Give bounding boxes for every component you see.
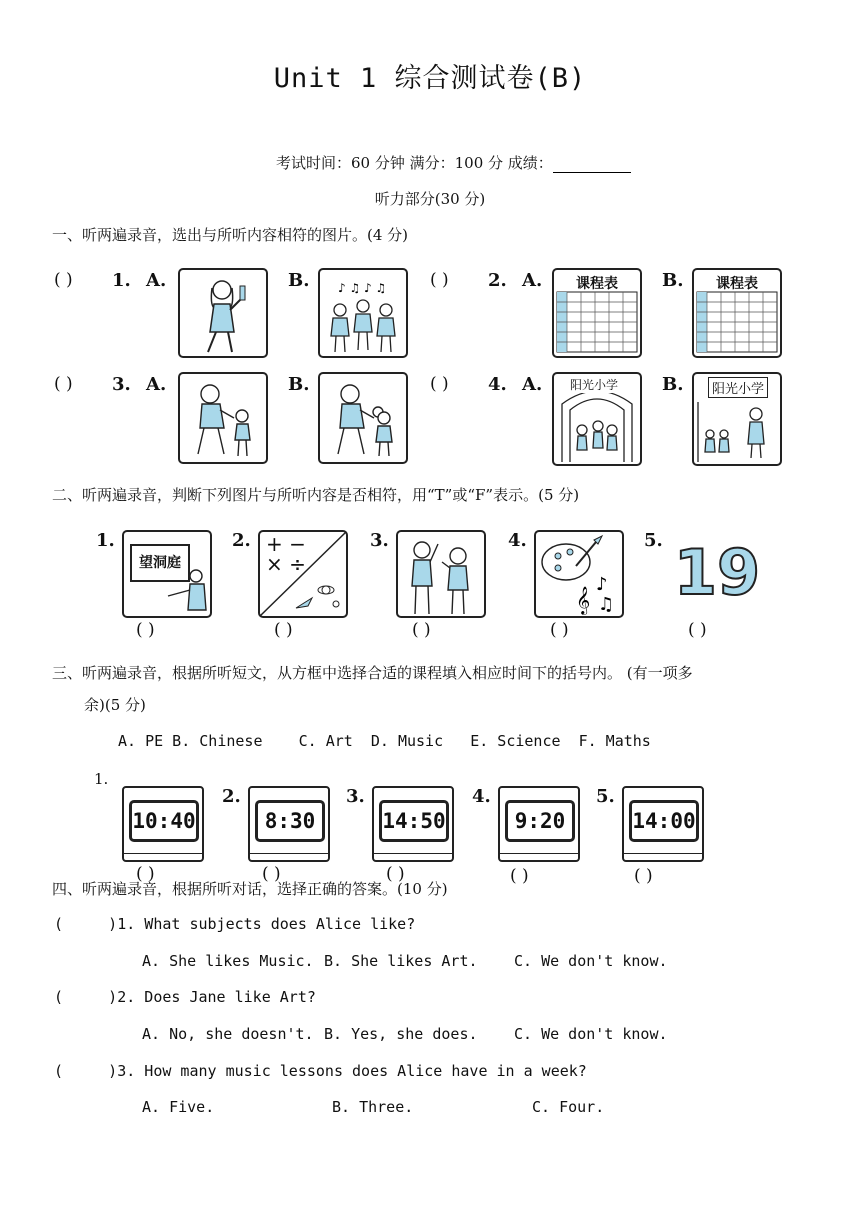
q3-option-b[interactable]: B. Three. [332, 1098, 414, 1116]
question-number: 3. [370, 530, 389, 551]
question-number: 1. [96, 530, 115, 551]
clock-time: 9:20 [505, 800, 575, 842]
answer-paren[interactable]: ( ) [412, 620, 431, 640]
picture-timetable-a[interactable] [552, 268, 642, 358]
picture-singing-children[interactable] [318, 268, 408, 358]
answer-paren[interactable]: ( ) [136, 620, 155, 640]
course-options: A. PE B. Chinese C. Art D. Music E. Science F. Maths [118, 732, 651, 750]
q3-option-a[interactable]: A. Five. [142, 1098, 215, 1116]
answer-paren[interactable]: ( ) [54, 270, 73, 290]
picture-school-gate-b[interactable] [692, 372, 782, 466]
answer-paren[interactable]: ( ) [136, 864, 155, 884]
picture-scientist[interactable] [178, 268, 268, 358]
question-3: ( )3. How many music lessons does Alice have in a week? [54, 1062, 587, 1080]
option-a-label: A. [146, 374, 167, 395]
clock-number: 2. [222, 786, 241, 807]
q1-option-a[interactable]: A. She likes Music. [142, 952, 314, 970]
section2-heading: 二、听两遍录音，判断下列图片与所听内容是否相符，用“T”或“F”表示。(5 分) [52, 486, 580, 504]
q2-option-c[interactable]: C. We don't know. [514, 1025, 668, 1043]
picture-maths-science[interactable] [258, 530, 348, 618]
picture-teacher-student-b[interactable] [318, 372, 408, 464]
answer-paren[interactable]: ( ) [550, 620, 569, 640]
q2-option-b[interactable]: B. Yes, she does. [324, 1025, 478, 1043]
option-b-label: B. [662, 270, 684, 291]
option-a-label: A. [146, 270, 167, 291]
page-title: Unit 1 综合测试卷(B) [273, 63, 587, 94]
q3-option-c[interactable]: C. Four. [532, 1098, 605, 1116]
exam-info [276, 152, 631, 173]
clock-1[interactable] [122, 786, 204, 862]
section3-heading-cont: 余)(5 分) [84, 696, 146, 714]
school-sign: 阳光小学 [708, 377, 768, 398]
question-1: ( )1. What subjects does Alice like? [54, 915, 416, 933]
answer-paren[interactable]: ( ) [510, 866, 529, 886]
clock-number: 4. [472, 786, 491, 807]
clock-time: 14:50 [379, 800, 449, 842]
q1-option-c[interactable]: C. We don't know. [514, 952, 668, 970]
math-symbols: + − × ÷ [266, 532, 306, 576]
answer-paren[interactable]: ( ) [262, 864, 281, 884]
question-2: ( )2. Does Jane like Art? [54, 988, 316, 1006]
clock-time: 14:00 [629, 800, 699, 842]
clock-time: 10:40 [129, 800, 199, 842]
answer-paren[interactable]: ( ) [430, 374, 449, 394]
listening-header: 听力部分(30 分) [374, 190, 486, 208]
music-notes-icon: ♫ [598, 594, 615, 615]
score-blank[interactable] [553, 158, 631, 173]
question-number: 1. [112, 270, 131, 291]
q2-option-a[interactable]: A. No, she doesn't. [142, 1025, 314, 1043]
answer-paren[interactable]: ( ) [430, 270, 449, 290]
option-a-label: A. [522, 270, 543, 291]
answer-paren[interactable]: ( ) [274, 620, 293, 640]
school-name: 阳光小学 [570, 378, 619, 392]
exam-info-text: 考试时间：60 分钟 满分：100 分 成绩： [276, 154, 553, 172]
picture-school-gate-a[interactable] [552, 372, 642, 466]
picture-teacher-student-a[interactable] [178, 372, 268, 464]
option-b-label: B. [288, 374, 310, 395]
treble-clef-icon: 𝄞 [576, 586, 591, 614]
picture-chinese-class[interactable] [122, 530, 212, 618]
timetable-title: 课程表 [716, 276, 758, 292]
question-number: 4. [488, 374, 507, 395]
answer-paren[interactable]: ( ) [688, 620, 707, 640]
question-number: 3. [112, 374, 131, 395]
question-number: 2. [232, 530, 251, 551]
option-b-label: B. [662, 374, 684, 395]
section1-heading: 一、听两遍录音，选出与所听内容相符的图片。(4 分) [52, 226, 409, 244]
clock-4[interactable] [498, 786, 580, 862]
clock-number: 3. [346, 786, 365, 807]
svg-text:♪ ♫ ♪ ♫: ♪ ♫ ♪ ♫ [338, 281, 387, 295]
picture-number-19[interactable] [670, 530, 764, 618]
picture-art-music[interactable] [534, 530, 624, 618]
answer-paren[interactable]: ( ) [54, 374, 73, 394]
section4-heading: 四、听两遍录音，根据所听对话，选择正确的答案。(10 分) [52, 880, 448, 898]
clock-3[interactable] [372, 786, 454, 862]
music-note-icon: ♪ [596, 574, 608, 595]
clock-number: 5. [596, 786, 615, 807]
timetable-title: 课程表 [576, 276, 618, 292]
question-number: 5. [644, 530, 663, 551]
picture-timetable-b[interactable] [692, 268, 782, 358]
question-number: 2. [488, 270, 507, 291]
number-19: 19 [673, 536, 761, 609]
clock-time: 8:30 [255, 800, 325, 842]
section3-heading: 三、听两遍录音，根据所听短文，从方框中选择合适的课程填入相应时间下的括号内。 (有一项多 [52, 664, 693, 682]
clock-2[interactable] [248, 786, 330, 862]
answer-paren[interactable]: ( ) [634, 866, 653, 886]
clock-5[interactable] [622, 786, 704, 862]
blackboard-text: 望洞庭 [130, 544, 190, 582]
option-b-label: B. [288, 270, 310, 291]
answer-paren[interactable]: ( ) [386, 864, 405, 884]
q1-option-b[interactable]: B. She likes Art. [324, 952, 478, 970]
clock-number: 1. [94, 770, 109, 788]
picture-two-children[interactable] [396, 530, 486, 618]
option-a-label: A. [522, 374, 543, 395]
question-number: 4. [508, 530, 527, 551]
